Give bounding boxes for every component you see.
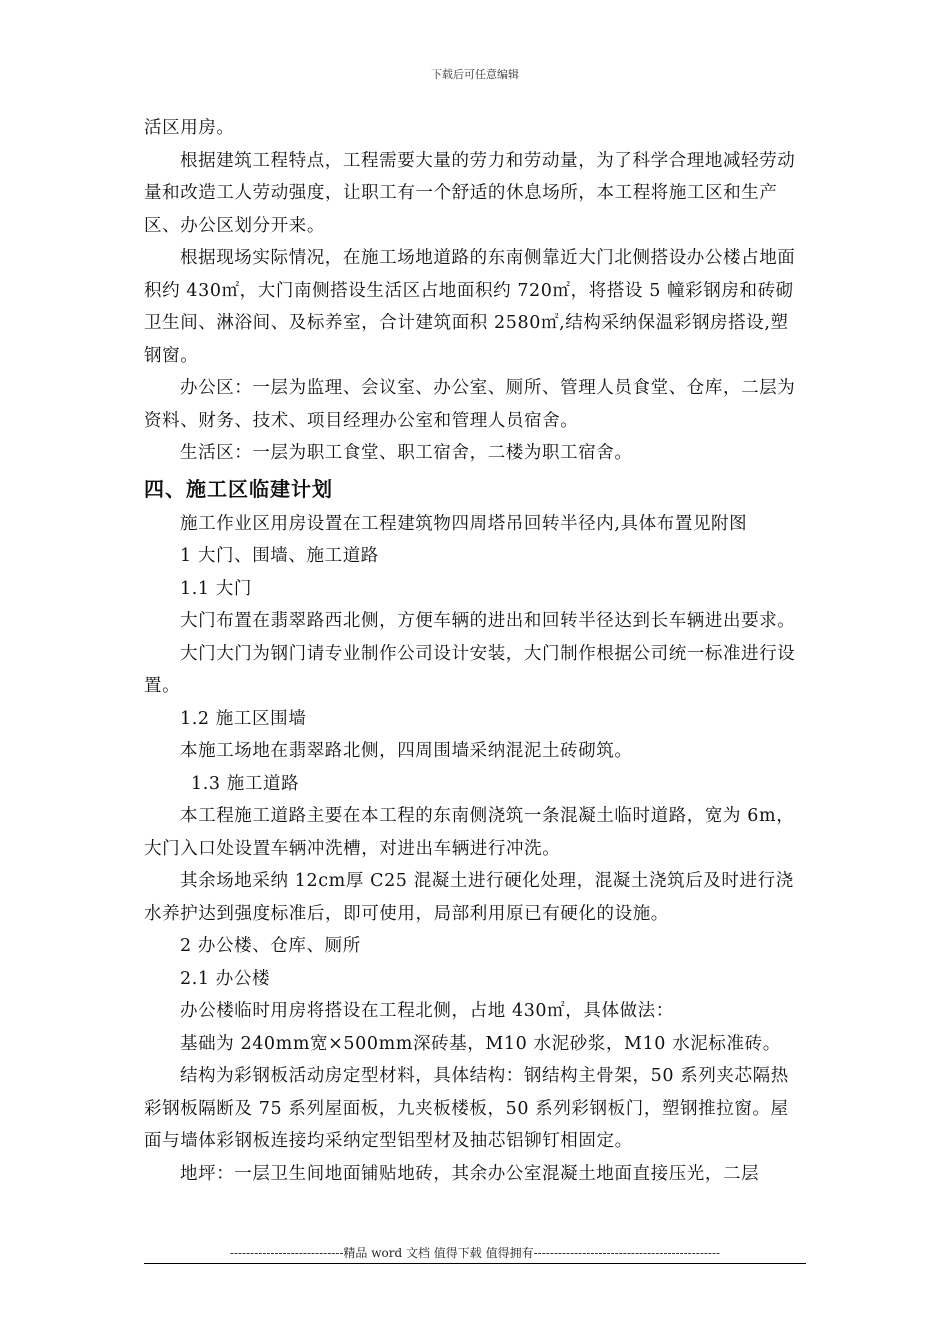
subheading: 1.1 大门: [180, 578, 252, 599]
paragraph: 大门布置在翡翠路西北侧，方便车辆的进出和回转半径达到长车辆进出要求。: [180, 611, 796, 631]
subheading: 1 大门、围墙、施工道路: [180, 546, 379, 566]
subheading: 2 办公楼、仓库、厕所: [180, 936, 361, 956]
page-header: 下载后可任意编辑: [431, 68, 519, 81]
section-heading: 四、施工区临建计划: [144, 476, 333, 501]
paragraph: 根据建筑工程特点，工程需要大量的劳力和劳动量，为了科学合理地减轻劳动量和改造工人劳动强度，让职工有一个舒适的休息场所，本工程将施工区和生产区、办公区划分开来。: [144, 150, 796, 236]
paragraph: 办公区：一层为监理、会议室、办公室、厕所、管理人员食堂、仓库，二层为资料、财务、技术、项目经理办公室和管理人员宿舍。: [144, 378, 796, 431]
paragraph: 办公楼临时用房将搭设在工程北侧，占地 430㎡，具体做法：: [180, 1001, 674, 1021]
footer-rule: [144, 1263, 806, 1264]
paragraph: 地坪：一层卫生间地面铺贴地砖，其余办公室混凝土地面直接压光，二层: [180, 1163, 760, 1184]
paragraph: 施工作业区用房设置在工程建筑物四周塔吊回转半径内,具体布置见附图: [180, 513, 748, 534]
page-footer: ----------------------------精品 word 文档 值得下载 值得拥有----------------------------------------------: [229, 1246, 721, 1260]
paragraph: 生活区：一层为职工食堂、职工宿舍，二楼为职工宿舍。: [180, 443, 633, 463]
document-body: [144, 112, 806, 1190]
paragraph: 基础为 240mm宽×500mm深砖基，M10 水泥砂浆，M10 水泥标准砖。: [180, 1033, 781, 1054]
paragraph: 其余场地采纳 12cm厚 C25 混凝土进行硬化处理，混凝土浇筑后及时进行浇水养护达到强度标准后，即可使用，局部利用原已有硬化的设施。: [144, 871, 794, 924]
paragraph: 根据现场实际情况，在施工场地道路的东南侧靠近大门北侧搭设办公楼占地面积约 430㎡，大门南侧搭设生活区占地面积约 720㎡，将搭设 5 幢彩钢房和砖砌卫生间、淋浴间、及标养室，合计建筑面积 2580㎡,结构采纳保温彩钢房搭设,塑钢窗。: [144, 248, 796, 366]
subheading: 1.3 施工道路: [191, 773, 300, 794]
paragraph: 大门大门为钢门请专业制作公司设计安装，大门制作根据公司统一标准进行设置。: [144, 643, 796, 696]
paragraph: 活区用房。: [144, 118, 235, 138]
paragraph: 本工程施工道路主要在本工程的东南侧浇筑一条混凝土临时道路，宽为 6m，大门入口处设置车辆冲洗槽，对进出车辆进行冲洗。: [144, 806, 795, 859]
paragraph: 本施工场地在翡翠路北侧，四周围墙采纳混泥土砖砌筑。: [180, 741, 633, 761]
subheading: 2.1 办公楼: [180, 968, 271, 989]
paragraph: 结构为彩钢板活动房定型材料，具体结构：钢结构主骨架，50 系列夹芯隔热彩钢板隔断及 75 系列屋面板，九夹板楼板，50 系列彩钢板门，塑钢推拉窗。屋面与墙体彩钢板连接均采纳定型铝型材及抽芯铝铆钉相固定。: [144, 1066, 789, 1151]
subheading: 1.2 施工区围墙: [180, 708, 307, 729]
